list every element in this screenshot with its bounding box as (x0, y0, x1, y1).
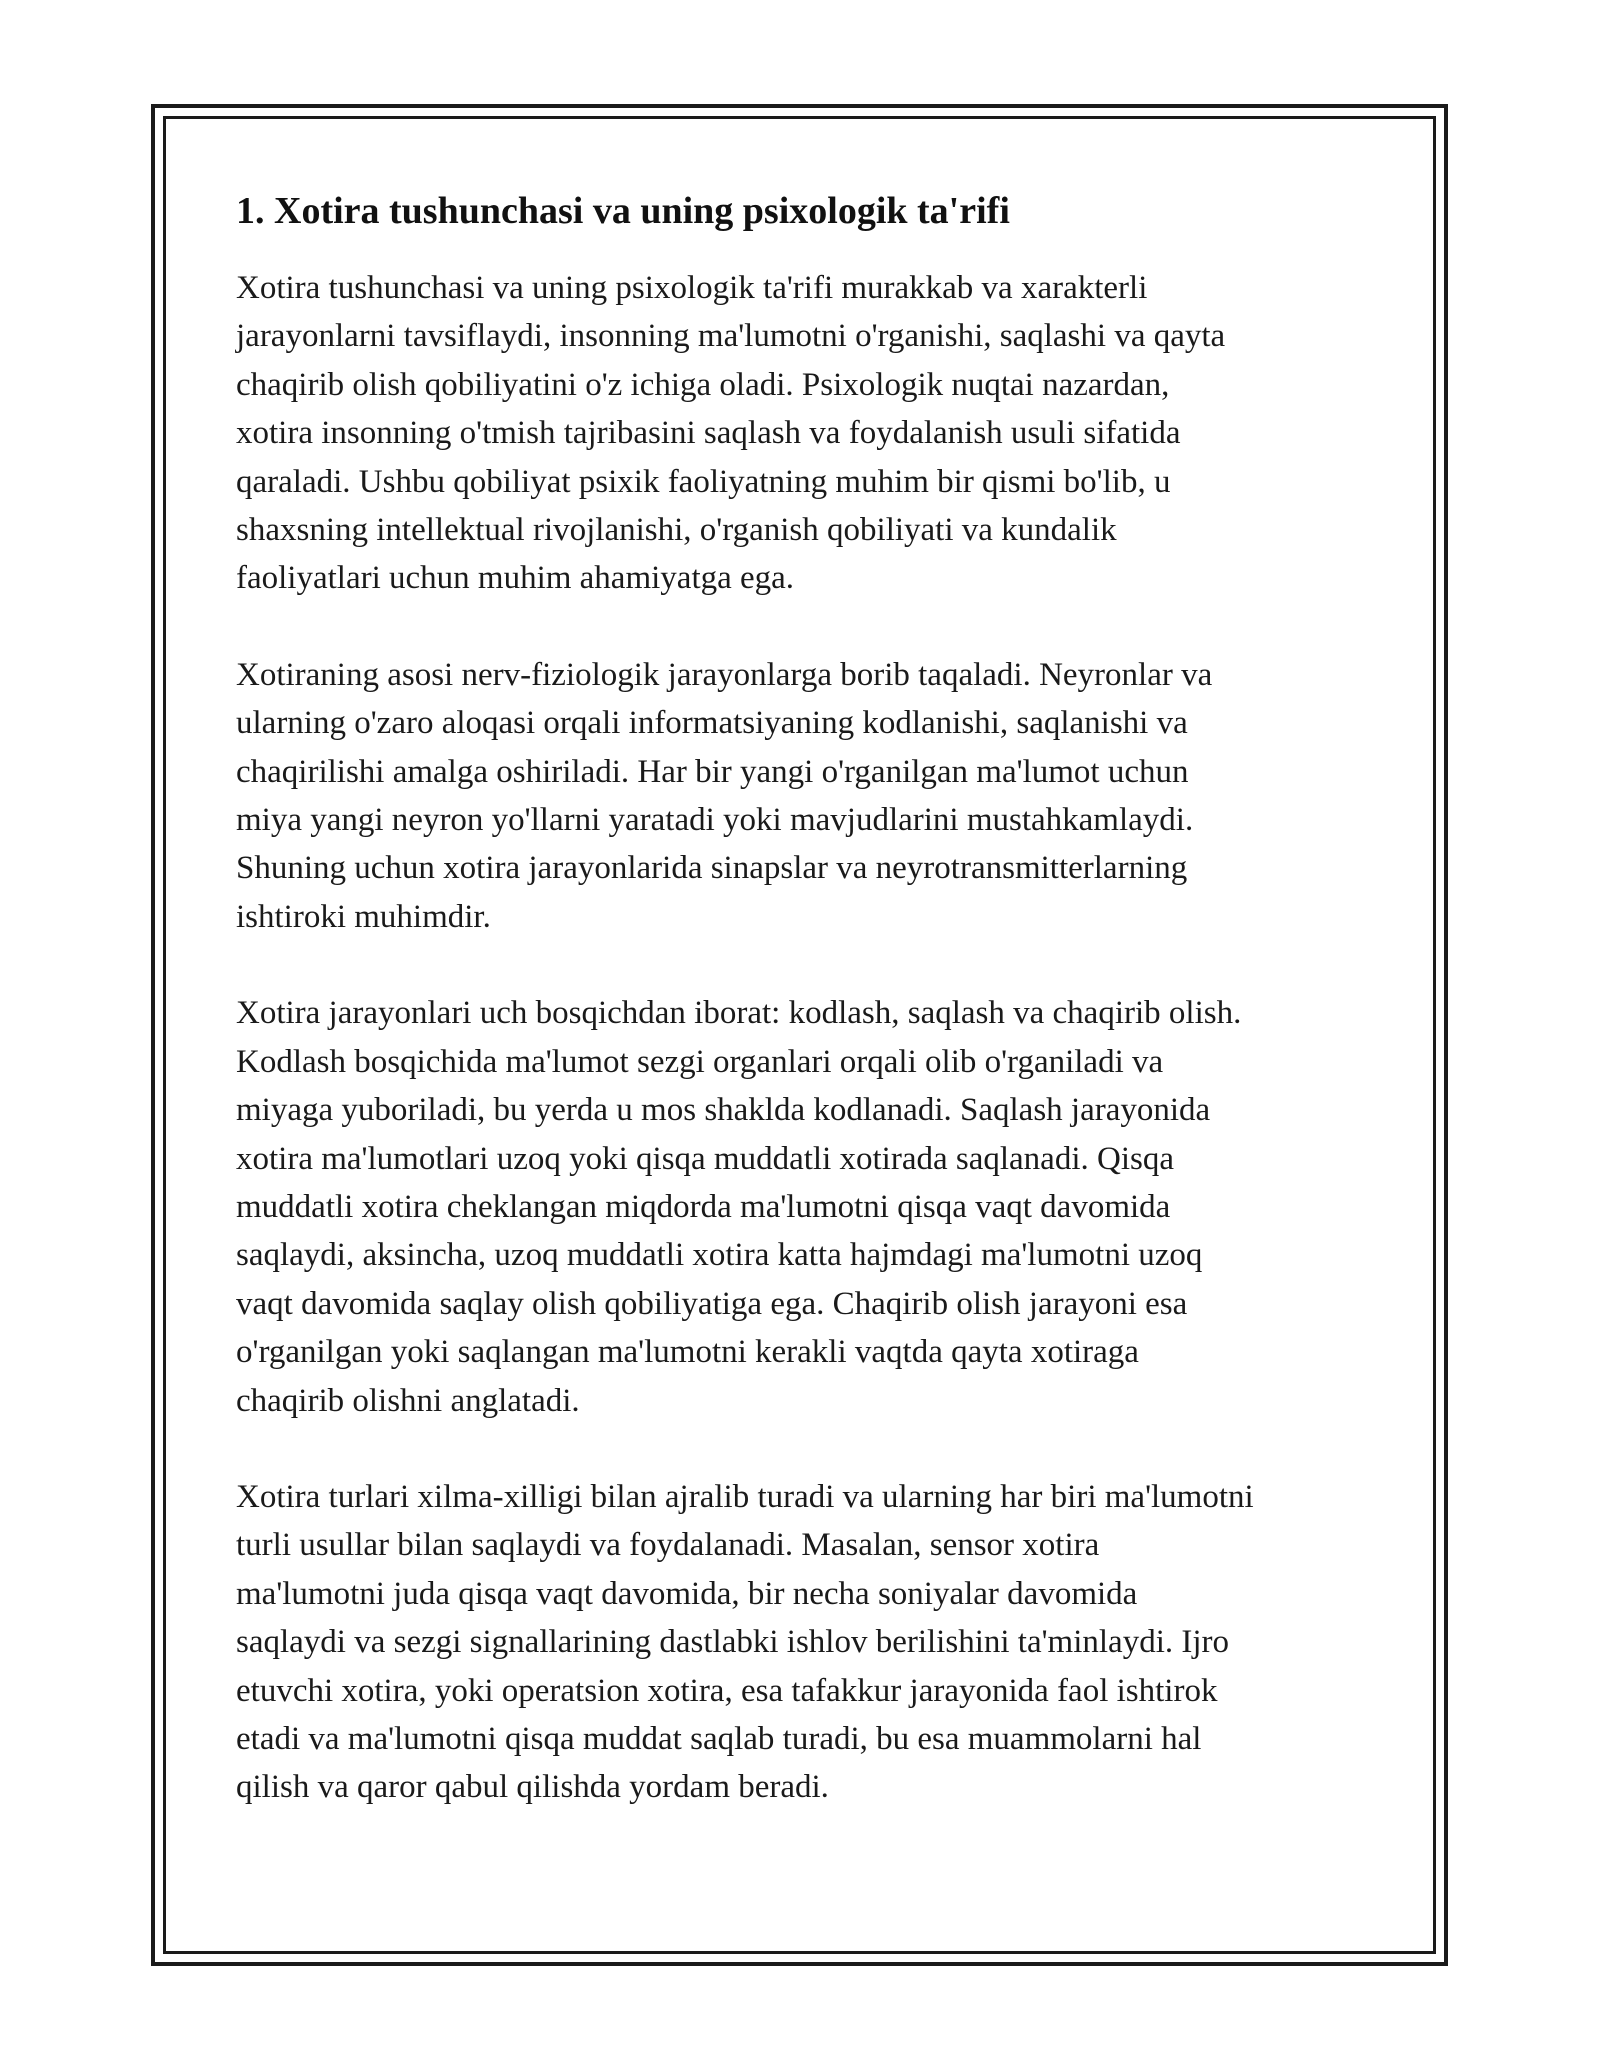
text-line: Xotira turlari xilma-xilligi bilan ajralib turadi va ularning har biri ma'lumotni (236, 1478, 1254, 1515)
text-line: xotira ma'lumotlari uzoq yoki qisqa muddatli xotirada saqlanadi. Qisqa (236, 1140, 1174, 1177)
text-line: saqlaydi va sezgi signallarining dastlabki ishlov berilishini ta'minlaydi. Ijro (236, 1624, 1230, 1661)
text-line: faoliyatlari uchun muhim ahamiyatga ega. (236, 560, 795, 597)
text-line: ularning o'zaro aloqasi orqali informatsiyaning kodlanishi, saqlanishi va (236, 705, 1188, 742)
text-line: chaqirib olish qobiliyatini o'z ichiga oladi. Psixologik nuqtai nazardan, (236, 366, 1170, 403)
text-line: xotira insonning o'tmish tajribasini saqlash va foydalanish usuli sifatida (236, 415, 1181, 452)
text-line: chaqirilishi amalga oshiriladi. Har bir yangi o'rganilgan ma'lumot uchun (236, 753, 1189, 790)
text-line: ma'lumotni juda qisqa vaqt davomida, bir necha soniyalar davomida (236, 1575, 1138, 1612)
text-line: Xotira tushunchasi va uning psixologik ta'rifi murakkab va xarakterli (236, 270, 1148, 306)
text-line: qilish va qaror qabul qilishda yordam beradi. (236, 1769, 829, 1806)
paragraph-1 (236, 264, 1386, 603)
text-line: etuvchi xotira, yoki operatsion xotira, esa tafakkur jarayonida faol ishtirok (236, 1672, 1218, 1709)
paragraph-2 (236, 651, 1386, 941)
text-line: Kodlash bosqichida ma'lumot sezgi organlari orqali olib o'rganiladi va (236, 1043, 1164, 1080)
text-line: miya yangi neyron yo'llarni yaratadi yoki mavjudlarini mustahkamlaydi. (236, 802, 1194, 839)
text-line: Xotiraning asosi nerv-fiziologik jarayonlarga borib taqaladi. Neyronlar va (236, 656, 1213, 693)
text-line: jarayonlarni tavsiflaydi, insonning ma'lumotni o'rganishi, saqlashi va qayta (236, 318, 1226, 355)
text-line: turli usullar bilan saqlaydi va foydalanadi. Masalan, sensor xotira (236, 1527, 1100, 1564)
paragraph-3 (236, 989, 1386, 1425)
paragraph-4 (236, 1473, 1386, 1812)
text-line: Shuning uchun xotira jarayonlarida sinapslar va neyrotransmitterlarning (236, 850, 1188, 887)
text-line: vaqt davomida saqlay olish qobiliyatiga ega. Chaqirib olish jarayoni esa (236, 1285, 1188, 1322)
text-line: o'rganilgan yoki saqlangan ma'lumotni kerakli vaqtda qayta xotiraga (236, 1334, 1139, 1371)
text-line: muddatli xotira cheklangan miqdorda ma'lumotni qisqa vaqt davomida (236, 1188, 1171, 1225)
section-heading: 1. Xotira tushunchasi va uning psixologik ta'rifi (236, 190, 1010, 232)
text-line: Xotira jarayonlari uch bosqichdan iborat: kodlash, saqlash va chaqirib olish. (236, 995, 1242, 1032)
text-line: miyaga yuboriladi, bu yerda u mos shaklda kodlanadi. Saqlash jarayonida (236, 1092, 1211, 1129)
text-line: etadi va ma'lumotni qisqa muddat saqlab turadi, bu esa muammolarni hal (236, 1720, 1202, 1757)
text-line: shaxsning intellektual rivojlanishi, o'rganish qobiliyati va kundalik (236, 512, 1117, 549)
text-line: saqlaydi, aksincha, uzoq muddatli xotira katta hajmdagi ma'lumotni uzoq (236, 1237, 1203, 1274)
text-line: chaqirib olishni anglatadi. (236, 1382, 580, 1419)
text-line: ishtiroki muhimdir. (236, 898, 491, 935)
text-line: qaraladi. Ushbu qobiliyat psixik faoliyatning muhim bir qismi bo'lib, u (236, 463, 1171, 500)
document-content (236, 186, 1386, 1860)
